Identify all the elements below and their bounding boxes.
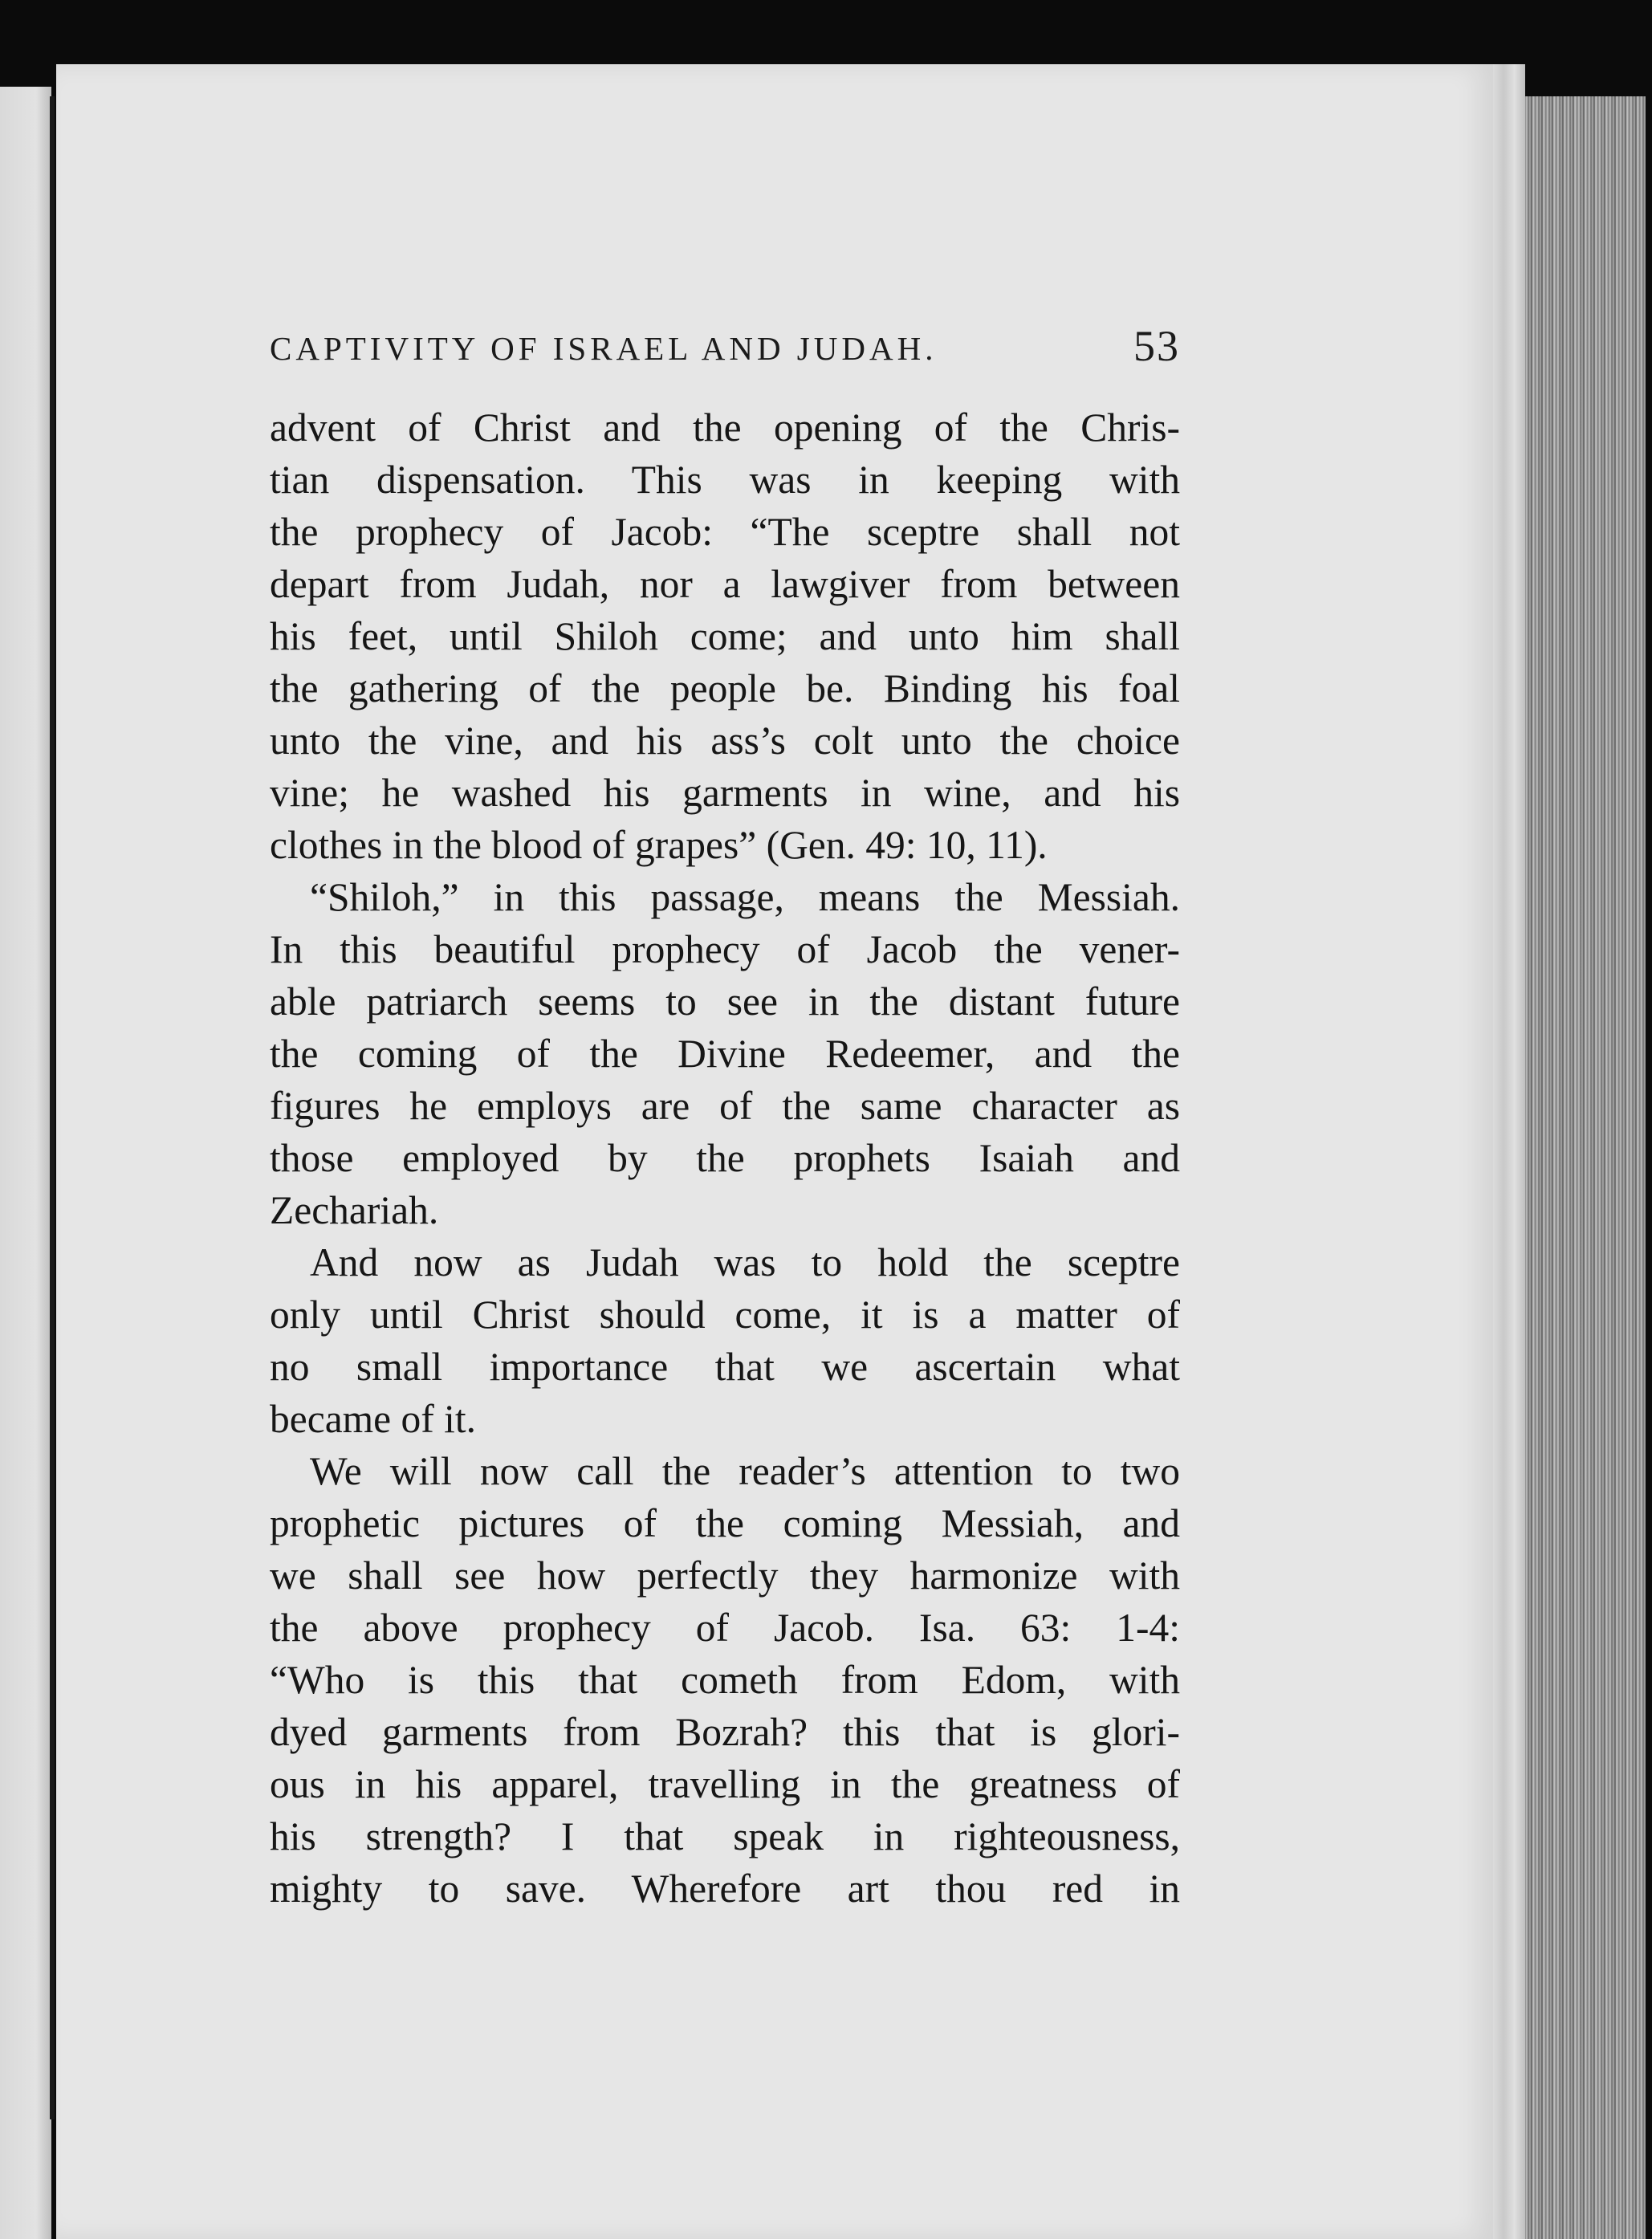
text-line: able patriarch seems to see in the distant future — [270, 979, 1180, 1024]
left-facing-page-edge — [0, 87, 51, 2239]
book-gutter — [50, 96, 55, 2119]
text-line: We will now call the reader’s attention to two — [310, 1449, 1180, 1493]
text-line: those employed by the prophets Isaiah and — [270, 1136, 1180, 1180]
text-line: the gathering of the people be. Binding his foal — [270, 666, 1180, 710]
body-text — [270, 401, 1180, 1915]
text-line: “Shiloh,” in this passage, means the Messiah. — [310, 875, 1180, 919]
text-line: prophetic pictures of the coming Messiah, and — [270, 1501, 1180, 1545]
text-line: unto the vine, and his ass’s colt unto the choice — [270, 719, 1180, 763]
text-line: And now as Judah was to hold the sceptre — [310, 1240, 1180, 1284]
text-line: his strength? I that speak in righteousness, — [270, 1814, 1180, 1858]
text-line: tian dispensation. This was in keeping with — [270, 458, 1180, 502]
text-line: mighty to save. Wherefore art thou red in — [270, 1867, 1180, 1911]
text-line: clothes in the blood of grapes” (Gen. 49: 10, 11). — [270, 823, 1048, 867]
text-line: we shall see how perfectly they harmonize with — [270, 1553, 1180, 1598]
text-line: the prophecy of Jacob: “The sceptre shall not — [270, 510, 1180, 554]
running-head-title: CAPTIVITY OF ISRAEL AND JUDAH. — [270, 330, 938, 367]
text-line: dyed garments from Bozrah? this that is glori- — [270, 1710, 1180, 1754]
text-line: “Who is this that cometh from Edom, with — [270, 1658, 1180, 1702]
text-line: his feet, until Shiloh come; and unto him shall — [270, 614, 1180, 658]
text-line: vine; he washed his garments in wine, and his — [270, 771, 1180, 815]
text-line: only until Christ should come, it is a matter of — [270, 1293, 1180, 1337]
text-line: depart from Judah, nor a lawgiver from between — [270, 562, 1180, 606]
page-right-edge — [1493, 64, 1525, 2239]
text-line: ous in his apparel, travelling in the greatness of — [270, 1762, 1180, 1806]
text-line: the coming of the Divine Redeemer, and the — [270, 1032, 1180, 1076]
text-line: In this beautiful prophecy of Jacob the vener- — [270, 927, 1180, 971]
text-line: became of it. — [270, 1397, 476, 1441]
page-stack-edges — [1525, 96, 1646, 2239]
text-line: the above prophecy of Jacob. Isa. 63: 1-4: — [270, 1606, 1180, 1650]
page-number: 53 — [1133, 322, 1180, 370]
text-line: figures he employs are of the same character as — [270, 1084, 1180, 1128]
running-head — [270, 315, 1180, 379]
text-line: Zechariah. — [270, 1188, 439, 1232]
text-line: advent of Christ and the opening of the Chris- — [270, 405, 1180, 450]
text-line: no small importance that we ascertain what — [270, 1345, 1180, 1389]
